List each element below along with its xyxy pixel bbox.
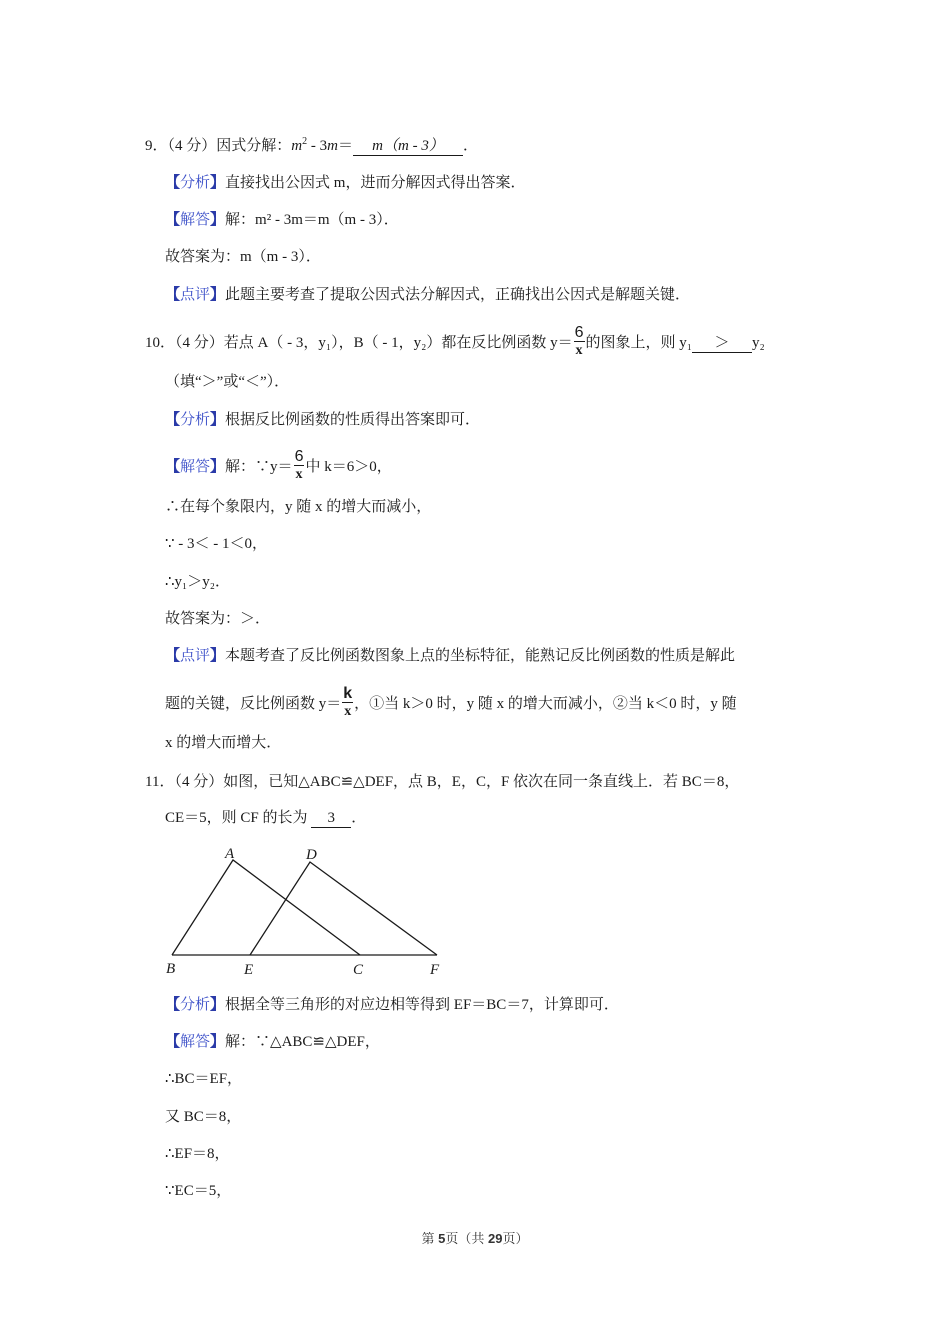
solution-tag: 【解答】 — [165, 212, 226, 228]
analysis-tag: 【分析】 — [165, 412, 226, 428]
q10-stem-line2: （填“＞”或“＜”）． — [165, 374, 290, 390]
q10-step-3: ∴y₁＞y₂． — [165, 574, 231, 590]
fraction-k-over-x: $\frac{k}{x}$ — [343, 685, 353, 719]
triangle-figure — [160, 840, 460, 985]
q10-comment-line2: 题的关键，反比例函数 y＝ $\frac{k}{x}$ ，①当 k＞0 时，y 随 x 的增大而减小，②当 k＜0 时，y 随 — [165, 685, 737, 719]
q11-stem-text: 如图，已知△ABC≌△DEF，点 B，E，C，F 依次在同一条直线上．若 BC＝8， — [223, 774, 740, 790]
q10-step-1: ∴在每个象限内，y 随 x 的增大而减小， — [165, 499, 432, 515]
solution-tag: 【解答】 — [165, 458, 226, 475]
q10-answer-blank: ＞ — [692, 334, 752, 353]
q10-stem: 10．（4 分）若点 A（ - 3，y₁），B（ - 1，y₂）都在反比例函数 y＝ $\frac{6}{x}$ 的图象上，则 y₁ ＞ y₂ — [145, 324, 765, 358]
page-footer: 第 5页（共 29页） — [421, 1231, 529, 1246]
label-f: F — [430, 962, 440, 978]
q10-comment-text: 本题考查了反比例函数图象上点的坐标特征，能熟记反比例函数的性质是解此 — [225, 648, 736, 664]
q11-step-2: 又 BC＝8， — [165, 1109, 242, 1125]
q10-score: （4 分） — [175, 334, 224, 351]
q11-analysis-text: 根据全等三角形的对应边相等得到 EF＝BC＝7，计算即可． — [225, 997, 619, 1013]
label-c: C — [353, 962, 364, 978]
comment-tag: 【点评】 — [165, 648, 226, 664]
q10-analysis-text: 根据反比例函数的性质得出答案即可． — [225, 412, 481, 428]
q11-score: （4 分） — [174, 774, 224, 790]
label-d: D — [306, 847, 317, 863]
q9-analysis — [165, 173, 525, 193]
q9-answer-blank: m（m - 3） — [353, 137, 463, 156]
q10-step-2: ∵ - 3＜ - 1＜0， — [165, 536, 268, 552]
q9-solution — [165, 210, 399, 230]
q9-period: ． — [463, 138, 479, 154]
fraction-6-over-x: $\frac{6}{x}$ — [294, 448, 304, 482]
triangle-def — [250, 862, 437, 955]
q9-comment — [165, 285, 690, 305]
q11-solution — [165, 1032, 380, 1052]
q11-analysis — [165, 995, 619, 1015]
comment-tag: 【点评】 — [165, 287, 226, 303]
analysis-tag: 【分析】 — [165, 997, 226, 1013]
label-b: B — [166, 961, 176, 977]
q9-analysis-text: 直接找出公因式 m，进而分解因式得出答案． — [225, 175, 526, 191]
q11-answer-blank: 3 — [311, 809, 351, 828]
q9-solution-text: 解：m² - 3m＝m（m - 3）． — [225, 212, 399, 228]
q10-comment-line3: x 的增大而增大． — [165, 735, 282, 751]
q10-number: 10． — [145, 334, 176, 351]
q10-analysis — [165, 410, 480, 430]
q10-solution: 【解答】解：∵y＝ $\frac{6}{x}$ 中 k＝6＞0， — [165, 448, 392, 482]
q9-comment-text: 此题主要考查了提取公因式法分解因式，正确找出公因式是解题关键． — [225, 287, 691, 303]
q9-equals: ＝ — [337, 138, 353, 154]
q11-stem-line2: CE＝5，则 CF 的长为 3 ． — [165, 810, 367, 826]
q9-stem-text: 因式分解： — [216, 138, 292, 154]
q11-step-1: ∴BC＝EF， — [165, 1071, 243, 1087]
total-pages: 29 — [488, 1231, 503, 1246]
page-number: 5 — [438, 1231, 446, 1246]
q9-number: 9． — [145, 138, 168, 154]
q11-step-3: ∴EF＝8， — [165, 1146, 230, 1162]
q11-stem — [145, 772, 739, 792]
triangle-abc — [172, 860, 360, 955]
analysis-tag: 【分析】 — [165, 175, 226, 191]
label-e: E — [244, 962, 254, 978]
q9-score: （4 分） — [167, 138, 217, 154]
q10-comment — [165, 646, 735, 666]
label-a: A — [225, 846, 235, 862]
q9-final: 故答案为：m（m - 3）． — [165, 249, 321, 265]
fraction-6-over-x: $\frac{6}{x}$ — [574, 324, 584, 358]
q11-step-4: ∵EC＝5， — [165, 1183, 232, 1199]
q11-number: 11． — [145, 774, 175, 790]
q9-stem: 9．（4 分）因式分解：$m^2 - 3m= m(m - 3)$ ． — [145, 136, 479, 154]
q11-solution-text: 解：∵△ABC≌△DEF， — [225, 1034, 380, 1050]
q10-points: A（ - 3，y₁），B（ - 1，y₂）都在反比例函数 y＝ — [257, 334, 573, 351]
q10-step-4: 故答案为：＞． — [165, 611, 271, 627]
solution-tag: 【解答】 — [165, 1034, 226, 1050]
